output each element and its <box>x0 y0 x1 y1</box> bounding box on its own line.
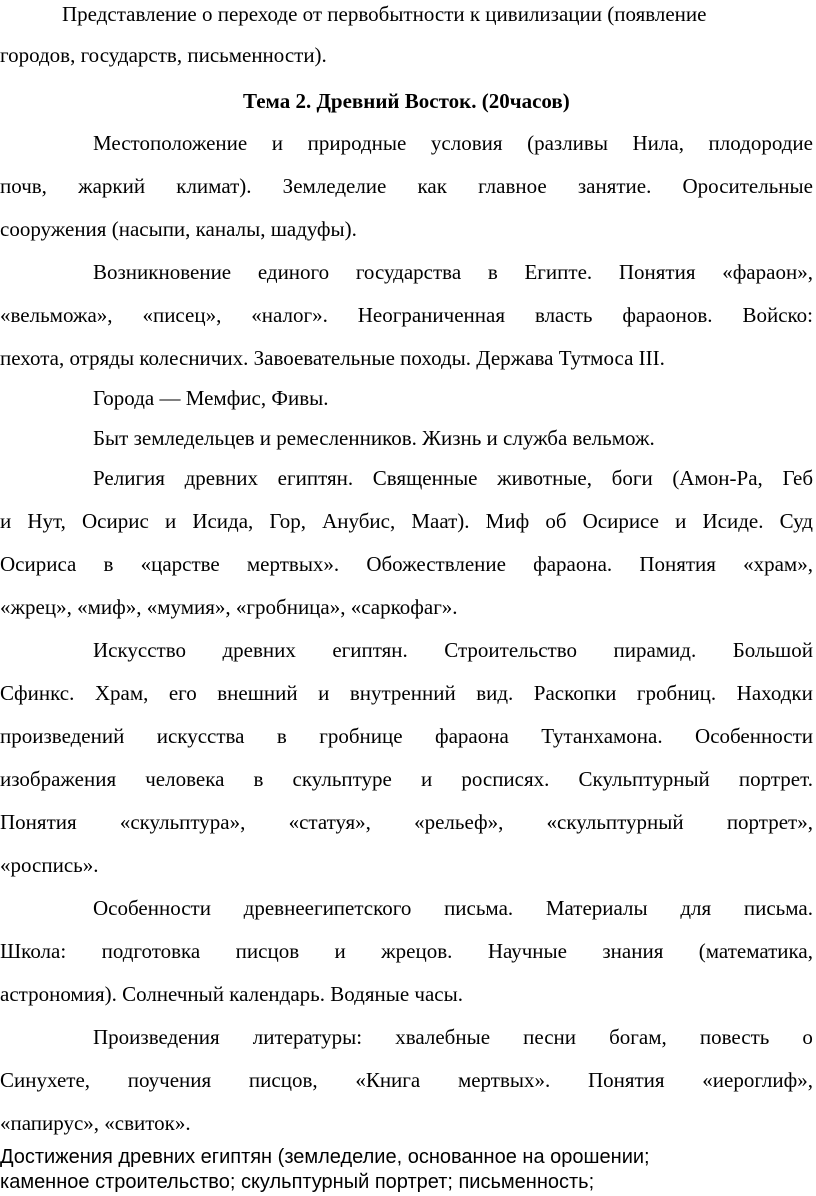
word: мертвых». <box>457 1068 551 1092</box>
word: древнеегипетского <box>243 896 412 920</box>
word: знания <box>602 939 664 963</box>
word: (Амон-Ра, <box>672 466 763 490</box>
word: Священные <box>372 466 478 490</box>
word: Нила, <box>632 131 684 155</box>
word: письма. <box>444 896 514 920</box>
word: Находки <box>736 681 813 705</box>
word: Нут, <box>27 509 66 533</box>
word: занятие. <box>577 174 652 198</box>
word: портрет. <box>738 767 813 791</box>
word: «фараон», <box>722 260 813 284</box>
word: Понятия <box>587 1068 665 1092</box>
paragraph-line <box>0 765 813 793</box>
word: Религия <box>93 466 165 490</box>
word: литературы: <box>252 1025 363 1049</box>
word: «иероглиф», <box>702 1068 813 1092</box>
word: Геб <box>782 466 813 490</box>
word: Особенности <box>695 724 813 748</box>
word: (разливы <box>527 131 608 155</box>
word: в <box>276 724 287 748</box>
paragraph-line: сооружения (насыпи, каналы, шадуфы). <box>0 217 357 241</box>
word: Синухете, <box>0 1068 91 1092</box>
word: Скульптурный <box>578 767 710 791</box>
word: Строительство <box>444 638 577 662</box>
intro-line: Представление о переходе от первобытности к цивилизации (появление <box>62 2 707 26</box>
word: Понятия <box>0 810 77 834</box>
word: боги <box>611 466 653 490</box>
word: египтян. <box>332 638 408 662</box>
word: государства <box>355 260 462 284</box>
word: Тутанхамона. <box>541 724 663 748</box>
word: и <box>271 131 284 155</box>
word: Искусство <box>93 638 186 662</box>
paragraph-line <box>93 258 813 286</box>
word: природные <box>307 131 407 155</box>
word: Войско: <box>742 303 813 327</box>
word: в <box>253 767 264 791</box>
word: Анубис, <box>322 509 396 533</box>
word: «писец», <box>142 303 222 327</box>
word: гробниц. <box>636 681 717 705</box>
word: Местоположение <box>93 131 248 155</box>
word: жрецов. <box>381 939 453 963</box>
word: Возникновение <box>93 260 232 284</box>
paragraph-line <box>93 894 813 922</box>
word: Неограниченная <box>357 303 506 327</box>
paragraph-line <box>0 507 813 535</box>
section-heading: Тема 2. Древний Восток. (20часов) <box>243 89 570 113</box>
word: (математика, <box>698 939 813 963</box>
word: в <box>103 552 114 576</box>
word: единого <box>257 260 330 284</box>
paragraph-line: «роспись». <box>0 853 99 877</box>
paragraph-line <box>93 129 813 157</box>
paragraph-line <box>0 1066 813 1094</box>
word: и <box>420 767 433 791</box>
word: портрет», <box>726 810 813 834</box>
word: в <box>487 260 498 284</box>
word: Раскопки <box>533 681 617 705</box>
word: Произведения <box>93 1025 220 1049</box>
word: Исида, <box>192 509 254 533</box>
word: и <box>164 509 177 533</box>
word: «налог». <box>251 303 328 327</box>
paragraph-line: пехота, отряды колесничих. Завоевательные походы. Держава Тутмоса III. <box>0 346 665 370</box>
word: Египте. <box>524 260 593 284</box>
word: и <box>0 509 12 533</box>
word: песни <box>523 1025 577 1049</box>
word: Сфинкс. <box>0 681 75 705</box>
word: об <box>545 509 567 533</box>
word: хвалебные <box>395 1025 491 1049</box>
word: «скульптура», <box>119 810 246 834</box>
word: и <box>318 681 330 705</box>
word: Осирисе <box>582 509 660 533</box>
word: Храм, <box>94 681 149 705</box>
word: искусства <box>156 724 245 748</box>
word: скульптуре <box>292 767 392 791</box>
paragraph-line <box>93 636 813 664</box>
word: власть <box>534 303 593 327</box>
word: произведений <box>0 724 125 748</box>
word: Обожествление <box>366 552 506 576</box>
word: главное <box>478 174 547 198</box>
paragraph-line <box>0 679 813 707</box>
word: и <box>334 939 346 963</box>
word: пирамид. <box>613 638 697 662</box>
word: фараонов. <box>622 303 713 327</box>
word: Научные <box>487 939 567 963</box>
word: Материалы <box>545 896 648 920</box>
word: мертвых». <box>246 552 340 576</box>
word: Осириса <box>0 552 77 576</box>
paragraph-line <box>0 937 813 965</box>
word: древних <box>222 638 296 662</box>
word: и <box>675 509 687 533</box>
word: повесть <box>699 1025 770 1049</box>
word: внутренний <box>349 681 456 705</box>
paragraph-line: Города — Мемфис, Фивы. <box>93 386 329 410</box>
word: «царстве <box>140 552 220 576</box>
paragraph-line: «жрец», «миф», «мумия», «гробница», «саркофаг». <box>0 595 458 619</box>
word: климат). <box>176 174 252 198</box>
word: египтян. <box>277 466 354 490</box>
paragraph-line: «папирус», «свиток». <box>0 1111 191 1135</box>
word: для <box>680 896 712 920</box>
word: его <box>168 681 197 705</box>
word: писцов, <box>248 1068 318 1092</box>
word: Маат). <box>411 509 470 533</box>
word: подготовка <box>101 939 201 963</box>
paragraph-line: астрономия). Солнечный календарь. Водяные часы. <box>0 982 463 1006</box>
word: как <box>417 174 447 198</box>
word: письма. <box>743 896 813 920</box>
word: Исиде. <box>702 509 764 533</box>
paragraph-line <box>93 464 813 492</box>
word: Осирис <box>82 509 149 533</box>
word: «скульптурный <box>546 810 684 834</box>
word: «Книга <box>355 1068 421 1092</box>
paragraph-line <box>0 550 813 578</box>
word: Понятия <box>639 552 716 576</box>
word: Миф <box>485 509 530 533</box>
word: жаркий <box>78 174 146 198</box>
footer-line: каменное строительство; скульптурный портрет; письменность; <box>0 1171 595 1193</box>
footer-line: Достижения древних египтян (земледелие, основанное на орошении; <box>0 1146 650 1168</box>
word: животные, <box>497 466 592 490</box>
word: «рельеф», <box>414 810 504 834</box>
word: человека <box>145 767 225 791</box>
word: Гор, <box>269 509 306 533</box>
word: древних <box>184 466 259 490</box>
word: Особенности <box>93 896 211 920</box>
word: росписях. <box>461 767 550 791</box>
word: Понятия <box>618 260 696 284</box>
word: Большой <box>732 638 813 662</box>
word: изображения <box>0 767 117 791</box>
paragraph-line <box>0 808 813 836</box>
word: почв, <box>0 174 47 198</box>
word: «храм», <box>743 552 813 576</box>
word: фараона <box>434 724 509 748</box>
paragraph-line: Быт земледельцев и ремесленников. Жизнь и служба вельмож. <box>93 426 655 450</box>
paragraph-line <box>93 1023 813 1051</box>
word: о <box>802 1025 813 1049</box>
word: внешний <box>217 681 298 705</box>
word: условия <box>430 131 503 155</box>
intro-line: городов, государств, письменности). <box>0 43 327 67</box>
word: Суд <box>779 509 813 533</box>
word: богам, <box>609 1025 667 1049</box>
word: вид. <box>476 681 514 705</box>
word: «статуя», <box>288 810 371 834</box>
word: гробнице <box>319 724 403 748</box>
word: Земледелие <box>282 174 387 198</box>
word: плодородие <box>708 131 813 155</box>
word: поучения <box>127 1068 212 1092</box>
word: писцов <box>235 939 300 963</box>
word: Школа: <box>0 939 67 963</box>
paragraph-line <box>0 301 813 329</box>
paragraph-line <box>0 722 813 750</box>
paragraph-line <box>0 172 813 200</box>
word: фараона. <box>533 552 613 576</box>
word: Оросительные <box>682 174 813 198</box>
word: «вельможа», <box>0 303 113 327</box>
